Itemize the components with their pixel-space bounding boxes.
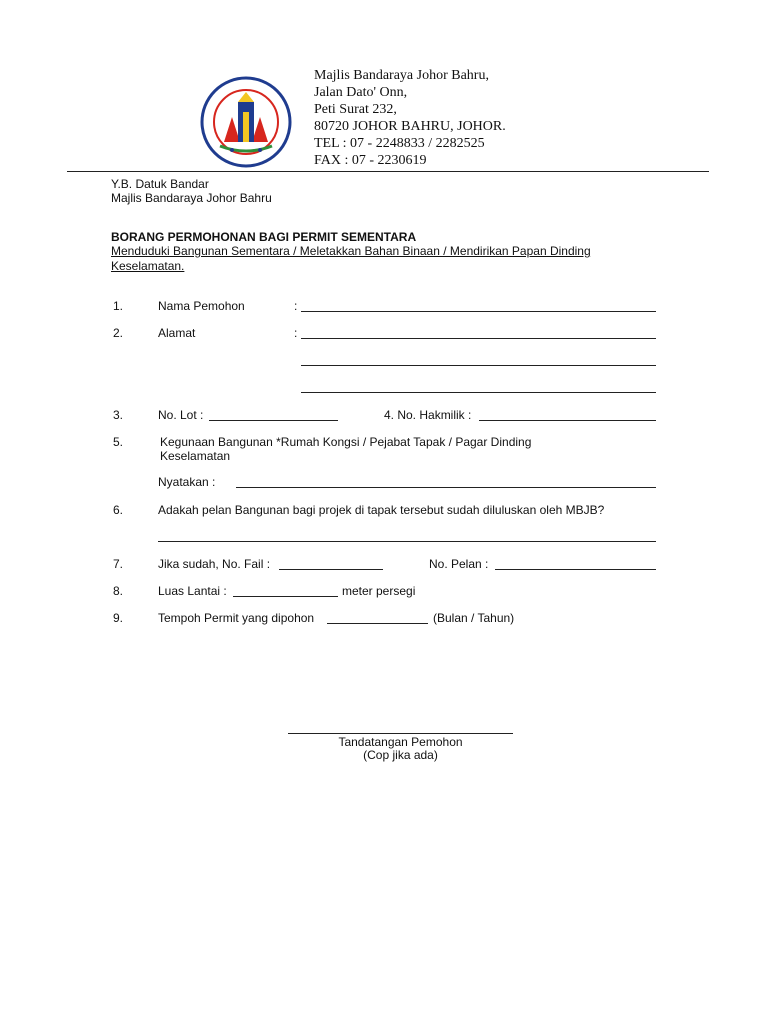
colon: : bbox=[294, 326, 298, 340]
label-nyatakan: Nyatakan : bbox=[158, 475, 216, 489]
item-number: 3. bbox=[113, 408, 124, 422]
item-number: 7. bbox=[113, 557, 124, 571]
label-kegunaan-bangunan-cont: Keselamatan bbox=[160, 449, 231, 463]
field-tempoh-permit[interactable] bbox=[327, 623, 428, 624]
field-no-lot[interactable] bbox=[209, 420, 338, 421]
field-no-pelan[interactable] bbox=[495, 569, 656, 570]
signature-line[interactable] bbox=[288, 733, 513, 734]
letterhead-line: 80720 JOHOR BAHRU, JOHOR. bbox=[314, 119, 506, 134]
item-number: 6. bbox=[113, 503, 124, 517]
label-nama-pemohon: Nama Pemohon bbox=[158, 299, 245, 313]
label-tempoh-permit: Tempoh Permit yang dipohon bbox=[158, 611, 315, 625]
label-no-hakmilik: 4. No. Hakmilik : bbox=[384, 408, 472, 422]
item-number: 5. bbox=[113, 435, 124, 449]
letterhead-line: Majlis Bandaraya Johor Bahru, bbox=[314, 68, 489, 83]
form-subtitle-2: Keselamatan. bbox=[111, 259, 185, 273]
label-no-fail: Jika sudah, No. Fail : bbox=[158, 557, 271, 571]
label-kegunaan-bangunan: Kegunaan Bangunan *Rumah Kongsi / Pejabat Tapak / Pagar Dinding bbox=[160, 435, 532, 449]
item-number: 8. bbox=[113, 584, 124, 598]
field-no-hakmilik[interactable] bbox=[479, 420, 656, 421]
letterhead-fax: FAX : 07 - 2230619 bbox=[314, 153, 427, 168]
field-alamat-line-1[interactable] bbox=[301, 338, 656, 339]
field-nama-pemohon[interactable] bbox=[301, 311, 656, 312]
field-alamat-line-3[interactable] bbox=[301, 392, 656, 393]
field-no-fail[interactable] bbox=[279, 569, 383, 570]
item-number: 2. bbox=[113, 326, 124, 340]
signature-label: Tandatangan Pemohon bbox=[338, 735, 463, 749]
label-no-lot: No. Lot : bbox=[158, 408, 204, 422]
form-subtitle-1: Menduduki Bangunan Sementara / Meletakkan Bahan Binaan / Mendirikan Papan Dinding bbox=[111, 244, 591, 258]
field-pelan-answer[interactable] bbox=[158, 541, 656, 542]
letterhead-line: Jalan Dato' Onn, bbox=[314, 85, 408, 100]
label-alamat: Alamat bbox=[158, 326, 196, 340]
form-title: BORANG PERMOHONAN BAGI PERMIT SEMENTARA bbox=[111, 230, 417, 244]
addressee bbox=[111, 177, 272, 205]
letterhead-phone: TEL : 07 - 2248833 / 2282525 bbox=[314, 136, 485, 151]
label-pelan-question: Adakah pelan Bangunan bagi projek di tapak tersebut sudah diluluskan oleh MBJB? bbox=[158, 503, 605, 517]
label-luas-lantai: Luas Lantai : bbox=[158, 584, 227, 598]
label-no-pelan: No. Pelan : bbox=[429, 557, 489, 571]
addressee-line: Y.B. Datuk Bandar bbox=[111, 177, 209, 191]
signature-note: (Cop jika ada) bbox=[363, 748, 438, 762]
label-tempoh-unit: (Bulan / Tahun) bbox=[433, 611, 515, 625]
addressee-line: Majlis Bandaraya Johor Bahru bbox=[111, 191, 272, 205]
item-number: 9. bbox=[113, 611, 124, 625]
label-luas-unit: meter persegi bbox=[342, 584, 416, 598]
letterhead-address bbox=[314, 67, 506, 169]
item-number: 1. bbox=[113, 299, 124, 313]
colon: : bbox=[294, 299, 298, 313]
field-luas-lantai[interactable] bbox=[233, 596, 338, 597]
letterhead-line: Peti Surat 232, bbox=[314, 102, 397, 117]
letterhead-divider bbox=[67, 171, 709, 172]
field-nyatakan[interactable] bbox=[236, 487, 656, 488]
field-alamat-line-2[interactable] bbox=[301, 365, 656, 366]
